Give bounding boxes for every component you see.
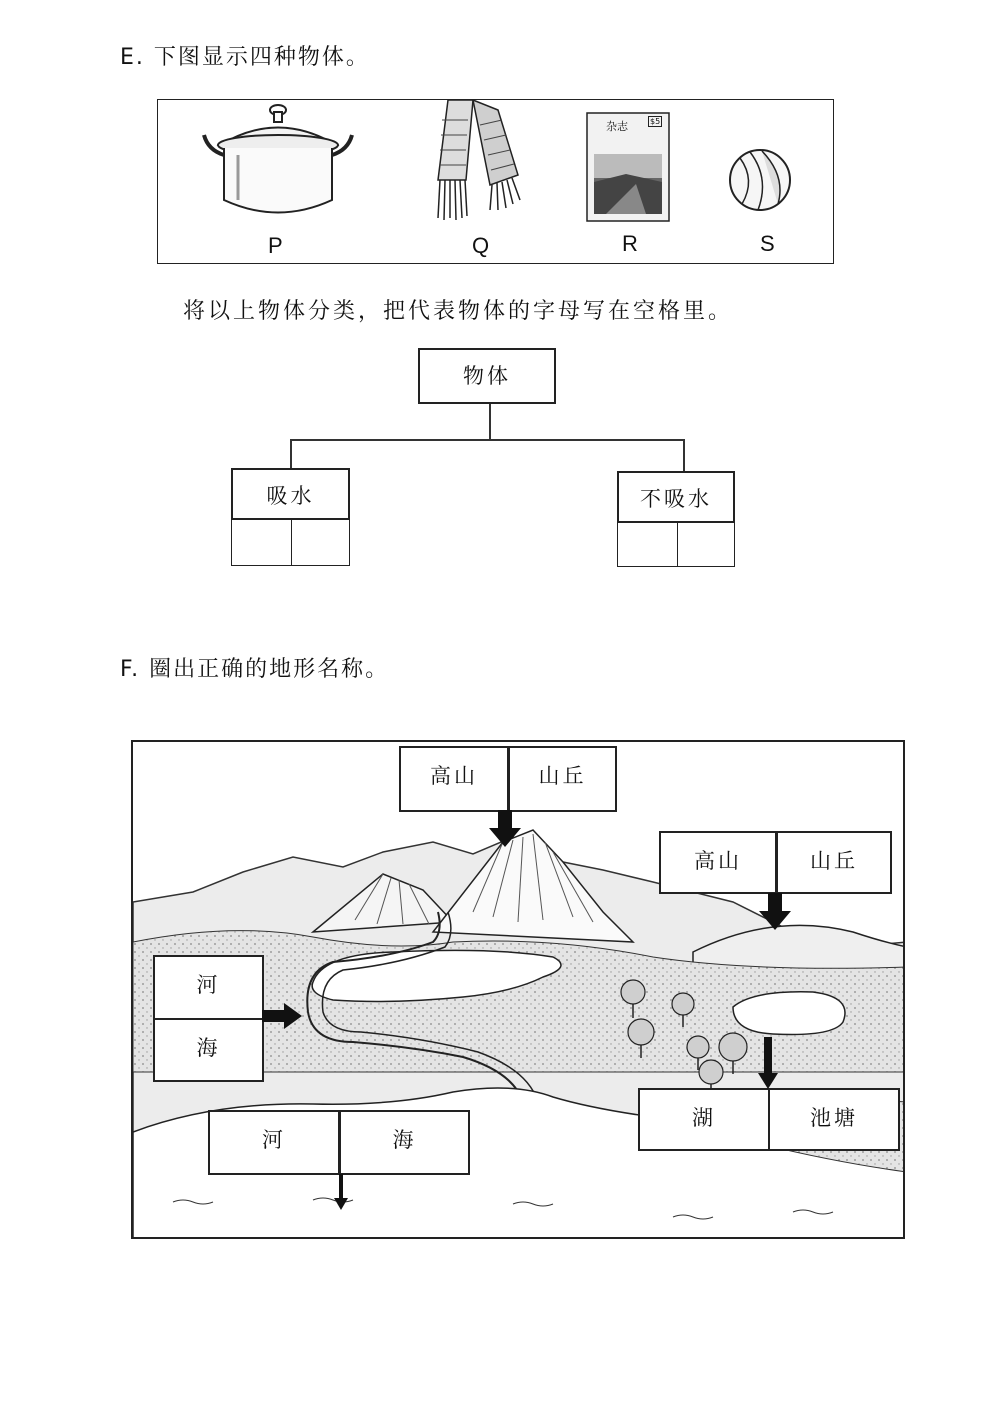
non-absorbent-answer-cell-2[interactable] bbox=[677, 522, 735, 567]
river-choice-sea[interactable]: 海 bbox=[153, 1018, 264, 1082]
sea-choice-sea[interactable]: 海 bbox=[339, 1110, 470, 1175]
object-letter-q: Q bbox=[472, 233, 490, 258]
tree-connector bbox=[683, 439, 685, 471]
magazine-cover-text: 杂志 bbox=[606, 120, 628, 133]
tree-connector bbox=[290, 439, 292, 469]
pot-icon bbox=[198, 100, 358, 225]
pond-choice-lake[interactable]: 湖 bbox=[638, 1088, 770, 1151]
arrow-down-icon bbox=[758, 893, 792, 931]
object-letter-p: P bbox=[268, 233, 283, 258]
tree-connector bbox=[290, 439, 684, 441]
arrow-right-icon bbox=[262, 1003, 302, 1029]
objects-frame bbox=[157, 99, 834, 264]
object-letter-r: R bbox=[622, 231, 638, 256]
magazine-icon bbox=[586, 112, 670, 222]
arrow-down-icon bbox=[488, 810, 522, 848]
ball-icon bbox=[728, 148, 792, 212]
non-absorbent-answer-cell-1[interactable] bbox=[617, 522, 678, 567]
section-e-title: E. 下图显示四种物体。 bbox=[120, 45, 370, 70]
tree-connector bbox=[489, 404, 491, 440]
river-choice-river[interactable]: 河 bbox=[153, 955, 264, 1020]
hill-choice-hill[interactable]: 山丘 bbox=[776, 831, 892, 894]
scarf-icon bbox=[428, 100, 528, 225]
section-f-title: F. 圈出正确的地形名称。 bbox=[120, 657, 390, 682]
object-letter-s: S bbox=[760, 231, 775, 256]
hill-choice-mountain[interactable]: 高山 bbox=[659, 831, 777, 894]
pond-choice-pond[interactable]: 池塘 bbox=[768, 1088, 900, 1151]
absorbent-answer-cell-2[interactable] bbox=[291, 519, 350, 566]
arrow-down-icon bbox=[756, 1037, 780, 1089]
sea-choice-river[interactable]: 河 bbox=[208, 1110, 340, 1175]
peak-choice-mountain[interactable]: 高山 bbox=[399, 746, 509, 812]
non-absorbent-category-box: 不吸水 bbox=[617, 471, 735, 523]
arrow-down-icon bbox=[334, 1174, 348, 1210]
absorbent-answer-cell-1[interactable] bbox=[231, 519, 292, 566]
classification-instruction: 将以上物体分类，把代表物体的字母写在空格里。 bbox=[183, 299, 734, 324]
tree-root-box: 物体 bbox=[418, 348, 556, 404]
magazine-price-text: $5 bbox=[650, 117, 661, 126]
absorbent-category-box: 吸水 bbox=[231, 468, 350, 520]
peak-choice-hill[interactable]: 山丘 bbox=[508, 746, 617, 812]
